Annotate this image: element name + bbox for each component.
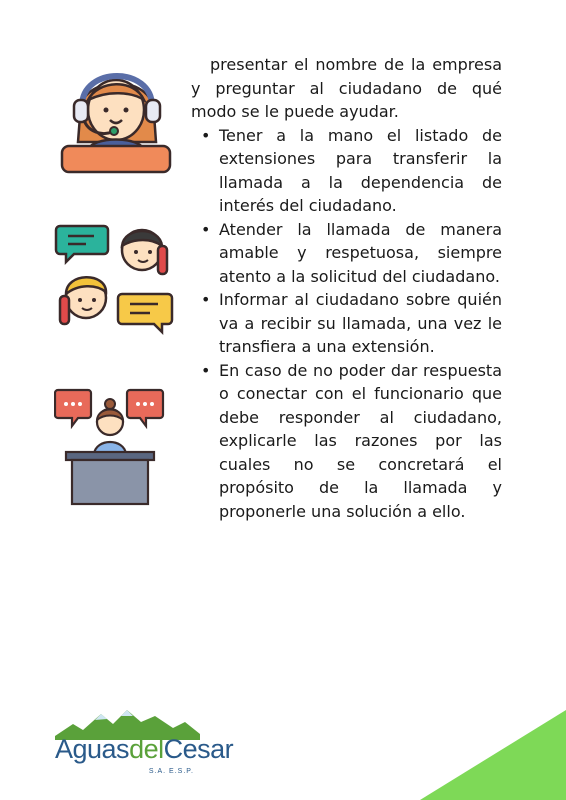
call-center-agent-icon: [58, 56, 174, 174]
bullet-text: Informar al ciudadano sobre quién va a recibir su llamada, una vez le transfiera a una extensión.: [219, 290, 502, 356]
phone-conversation-icon: [54, 216, 176, 338]
list-item: [191, 359, 502, 524]
aguas-del-cesar-logo: [55, 706, 234, 784]
list-item: [191, 288, 502, 359]
corner-triangle-decoration: [420, 710, 566, 800]
bullet-dot: •: [201, 125, 211, 145]
list-item: [191, 124, 502, 218]
bullet-dot: •: [201, 360, 211, 380]
procedure-text: [191, 53, 502, 523]
logo-subtitle: S.A. E.S.P.: [148, 768, 194, 775]
bullet-text: Atender la llamada de manera amable y respetuosa, siempre atento a la solicitud del ciudadano.: [219, 219, 502, 286]
bullet-dot: •: [201, 219, 211, 239]
bullet-text: Tener a la mano el listado de extensiones para transferir la llamada a la dependencia de interés del ciudadano.: [219, 125, 502, 215]
bullet-text: En caso de no poder dar respuesta o conectar con el funcionario que debe responder al ciudadano, explicarle las razones por las cuales no se concretará el propósito de la llamada y proponerle una solución a ello.: [219, 360, 502, 521]
intro-paragraph: presentar el nombre de la empresa y preguntar al ciudadano de qué modo se le puede ayudar.: [191, 55, 502, 121]
list-item: [191, 218, 502, 289]
bullet-list: [191, 124, 502, 524]
bullet-dot: •: [201, 290, 211, 309]
logo-wordmark: AguasdelCesar: [55, 734, 234, 764]
customer-service-desk-icon: [54, 384, 166, 510]
